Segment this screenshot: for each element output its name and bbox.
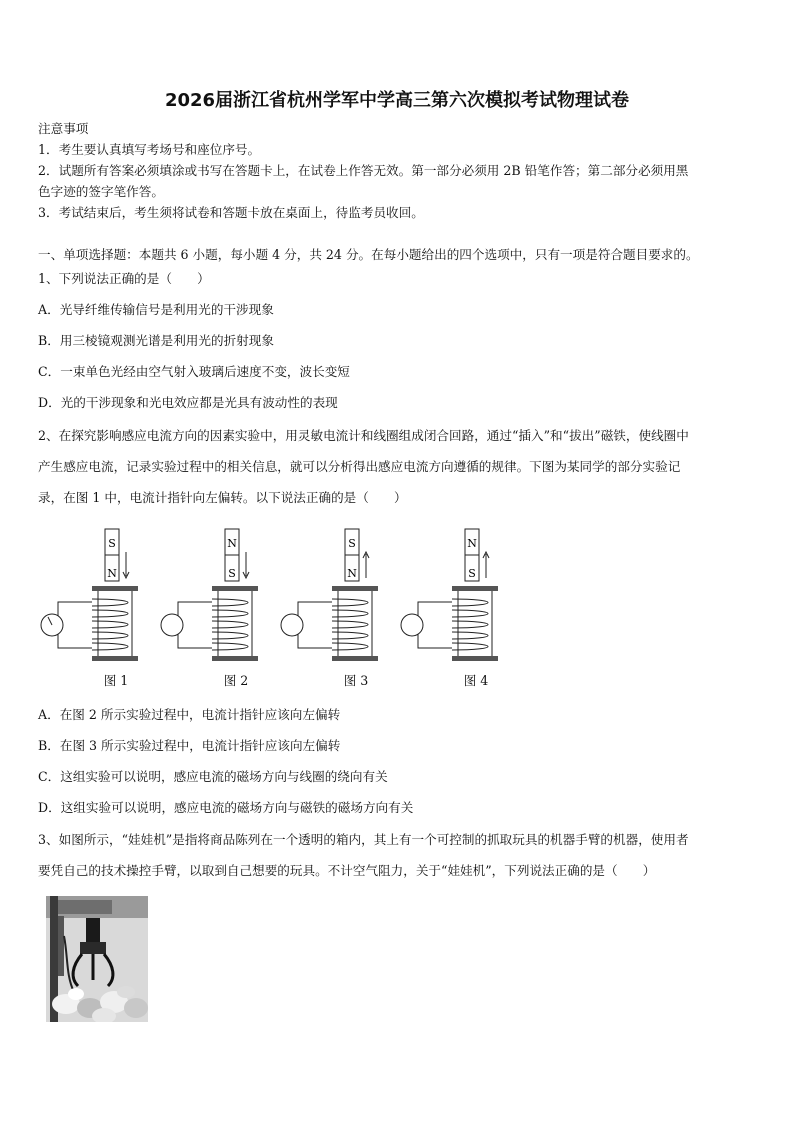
galvanometer-icon bbox=[401, 614, 423, 636]
galvanometer-icon bbox=[281, 614, 303, 636]
question-1-option-d: D．光的干涉现象和光电效应都是光具有波动性的表现 bbox=[38, 395, 338, 410]
question-2-stem-line: 产生感应电流，记录实验过程中的相关信息，就可以分析得出感应电流方向遵循的规律。下图为某同学的部分实验记 bbox=[38, 459, 681, 474]
coil-diagram-3 bbox=[278, 522, 396, 672]
figure-caption: 图 4 bbox=[463, 673, 489, 688]
coil-diagram-4 bbox=[398, 522, 516, 672]
section-heading: 一、单项选择题：本题共 6 小题，每小题 4 分，共 24 分。在每小题给出的四个选项中，只有一项是符合题目要求的。 bbox=[38, 247, 699, 262]
figure-4 bbox=[398, 522, 516, 694]
question-1-option-b: B．用三棱镜观测光谱是利用光的折射现象 bbox=[38, 333, 274, 348]
figure-3 bbox=[278, 522, 396, 694]
figure-caption: 图 1 bbox=[103, 673, 129, 688]
induction-figures bbox=[38, 522, 518, 694]
question-2-option-d: D．这组实验可以说明，感应电流的磁场方向与磁铁的磁场方向有关 bbox=[38, 800, 414, 815]
galvanometer-icon bbox=[161, 614, 183, 636]
page-title: 2026届浙江省杭州学军中学高三第六次模拟考试物理试卷 bbox=[164, 90, 630, 111]
claw-machine-icon bbox=[46, 896, 148, 1022]
figure-1 bbox=[38, 522, 156, 694]
magnet-bottom-pole: N bbox=[347, 567, 357, 580]
question-1-option-a: A．光导纤维传输信号是利用光的干涉现象 bbox=[38, 302, 274, 317]
figure-caption: 图 3 bbox=[343, 673, 369, 688]
question-3-stem-line: 3、如图所示，“娃娃机”是指将商品陈列在一个透明的箱内，其上有一个可控制的抓取玩具的机器手臂的机器，使用者 bbox=[38, 832, 689, 847]
figure-2 bbox=[158, 522, 276, 694]
magnet-bottom-pole: S bbox=[468, 567, 476, 580]
notice-item: 2．试题所有答案必须填涂或书写在答题卡上，在试卷上作答无效。第一部分必须用 2B 铅笔作答；第二部分必须用黑 bbox=[38, 163, 689, 178]
notice-item: 色字迹的签字笔作答。 bbox=[38, 184, 164, 199]
question-2-stem-line: 录，在图 1 中，电流计指针向左偏转。以下说法正确的是（ ） bbox=[38, 490, 407, 505]
question-1-stem: 1、下列说法正确的是（ ） bbox=[38, 271, 210, 286]
magnet-top-pole: S bbox=[108, 537, 116, 550]
figure-caption: 图 2 bbox=[223, 673, 249, 688]
magnet-bottom-pole: S bbox=[228, 567, 236, 580]
magnet-top-pole: N bbox=[467, 537, 477, 550]
magnet-top-pole: S bbox=[348, 537, 356, 550]
notice-item: 1．考生要认真填写考场号和座位序号。 bbox=[38, 142, 261, 157]
question-2-stem-line: 2、在探究影响感应电流方向的因素实验中，用灵敏电流计和线圈组成闭合回路，通过“插入”和“拔出”磁铁，使线圈中 bbox=[38, 428, 689, 443]
magnet-top-pole: N bbox=[227, 537, 237, 550]
question-2-option-a: A．在图 2 所示实验过程中，电流计指针应该向左偏转 bbox=[38, 707, 341, 722]
question-3-stem-line: 要凭自己的技术操控手臂，以取到自己想要的玩具。不计空气阻力，关于“娃娃机”，下列说法正确的是（ ） bbox=[38, 863, 656, 878]
question-1-option-c: C．一束单色光经由空气射入玻璃后速度不变，波长变短 bbox=[38, 364, 350, 379]
coil-diagram-1 bbox=[38, 522, 156, 672]
question-2-option-c: C．这组实验可以说明，感应电流的磁场方向与线圈的绕向有关 bbox=[38, 769, 388, 784]
question-2-option-b: B．在图 3 所示实验过程中，电流计指针应该向左偏转 bbox=[38, 738, 341, 753]
claw-machine-photo bbox=[46, 896, 148, 1022]
notice-item: 3．考试结束后，考生须将试卷和答题卡放在桌面上，待监考员收回。 bbox=[38, 205, 424, 220]
magnet-bottom-pole: N bbox=[107, 567, 117, 580]
coil-diagram-2 bbox=[158, 522, 276, 672]
notice-heading: 注意事项 bbox=[38, 121, 89, 136]
